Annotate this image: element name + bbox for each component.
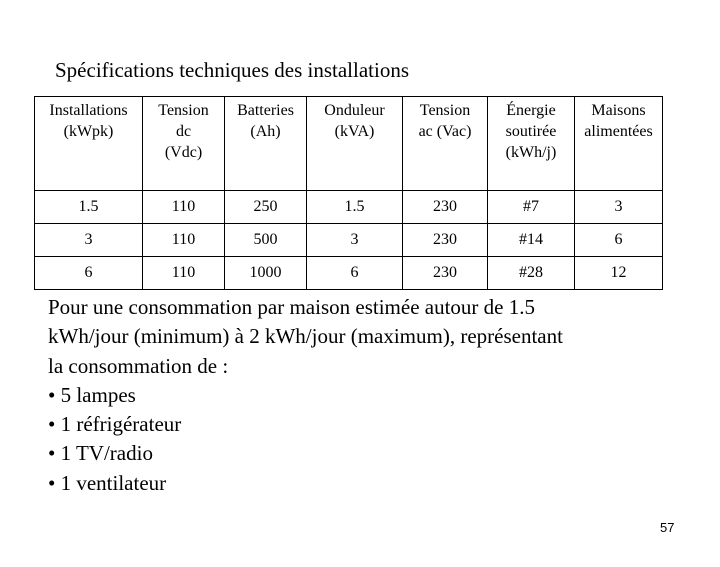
- header-energie: Énergie soutirée (kWh/j): [488, 97, 575, 191]
- bullet-item: • 1 réfrigérateur: [48, 412, 182, 437]
- table-cell: 250: [225, 191, 307, 224]
- header-tension-dc: Tension dc (Vdc): [143, 97, 225, 191]
- note-line: la consommation de :: [48, 353, 229, 378]
- note-line: kWh/jour (minimum) à 2 kWh/jour (maximum), représentant: [48, 324, 563, 349]
- specifications-table: [34, 96, 663, 290]
- table-cell: #14: [488, 224, 575, 257]
- header-onduleur: Onduleur (kVA): [307, 97, 403, 191]
- table-cell: 230: [403, 224, 488, 257]
- bullet-item: • 5 lampes: [48, 382, 136, 407]
- table-cell: #28: [488, 257, 575, 290]
- table-cell: 500: [225, 224, 307, 257]
- page-title: Spécifications techniques des installations: [55, 58, 410, 82]
- page-number: 57: [660, 520, 675, 535]
- table-cell: 3: [575, 191, 663, 224]
- table-row: [35, 191, 663, 224]
- table-cell: 6: [35, 257, 143, 290]
- table-cell: 110: [143, 224, 225, 257]
- table-cell: 12: [575, 257, 663, 290]
- table-cell: 6: [575, 224, 663, 257]
- table-cell: 1.5: [307, 191, 403, 224]
- table-row: [35, 224, 663, 257]
- table-cell: 110: [143, 191, 225, 224]
- table-cell: 1000: [225, 257, 307, 290]
- note-line: Pour une consommation par maison estimée autour de 1.5: [48, 295, 535, 319]
- table-header-row: [35, 97, 663, 191]
- header-batteries: Batteries (Ah): [225, 97, 307, 191]
- bullet-item: • 1 TV/radio: [48, 441, 153, 466]
- table-cell: 230: [403, 191, 488, 224]
- header-tension-ac: Tension ac (Vac): [403, 97, 488, 191]
- table-cell: #7: [488, 191, 575, 224]
- header-maisons: Maisons alimentées: [575, 97, 663, 191]
- table-cell: 3: [35, 224, 143, 257]
- bullet-item: • 1 ventilateur: [48, 470, 167, 495]
- header-installations: Installations (kWpk): [35, 97, 143, 191]
- consumption-note: [48, 293, 688, 498]
- table-cell: 6: [307, 257, 403, 290]
- table-cell: 3: [307, 224, 403, 257]
- table-cell: 1.5: [35, 191, 143, 224]
- table-row: [35, 257, 663, 290]
- table-cell: 110: [143, 257, 225, 290]
- table-cell: 230: [403, 257, 488, 290]
